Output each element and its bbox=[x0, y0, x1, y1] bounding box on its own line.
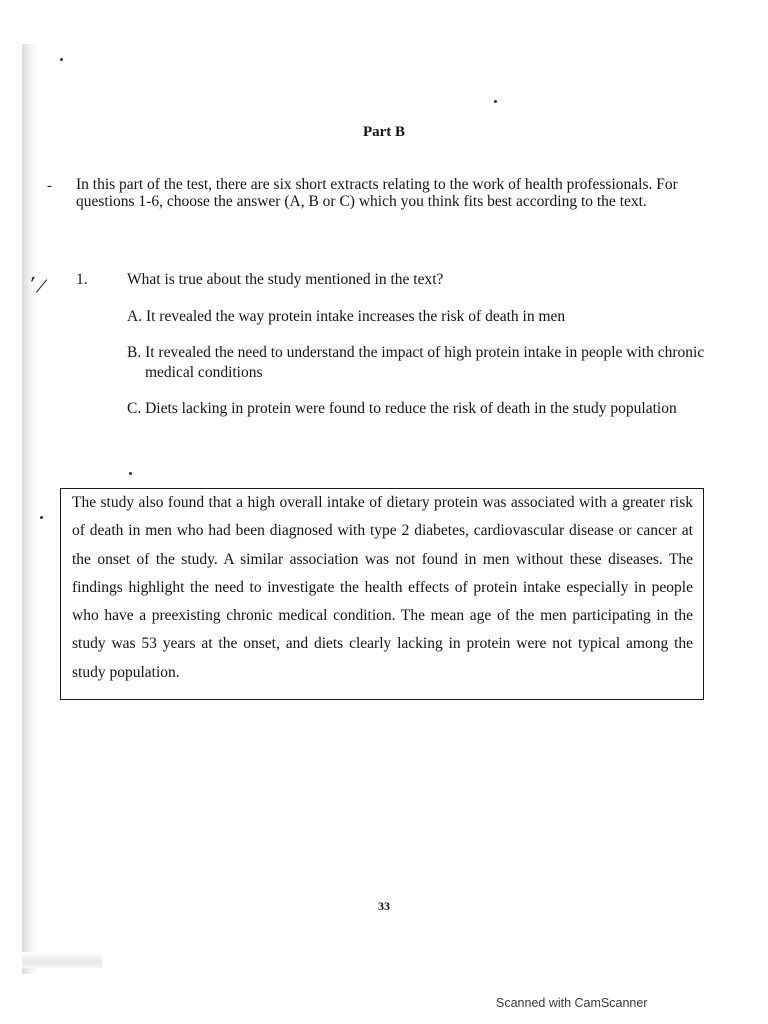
handwritten-margin-mark: ' / bbox=[25, 270, 47, 299]
instructions-text: In this part of the test, there are six short extracts relating to the work of health professionals. For questions 1-6, choose the answer (A, B or C) which you think fits best according to the text. bbox=[76, 176, 678, 210]
answer-option-c: C. Diets lacking in protein were found to reduce the risk of death in the study population bbox=[127, 400, 677, 417]
part-title: Part B bbox=[362, 124, 406, 140]
passage-box bbox=[60, 488, 704, 700]
scanner-watermark: Scanned with CamScanner bbox=[496, 996, 648, 1010]
passage-text: The study also found that a high overall intake of dietary protein was associated with a greater risk of death in men who had been diagnosed with type 2 diabetes, cardiovascular disease or cancer at the onset of the study. A similar association was not found in men without these diseases. The findings highlight the need to investigate the health effects of protein intake especially in people who have a preexisting chronic medical condition. The mean age of the men participating in the study was 53 years at the onset, and diets clearly lacking in protein were not typical among the study population. bbox=[72, 494, 693, 681]
question-text: What is true about the study mentioned in the text? bbox=[127, 271, 444, 288]
scan-speck bbox=[40, 516, 43, 519]
scan-speck bbox=[129, 472, 132, 475]
page-number: 33 bbox=[378, 899, 390, 913]
answer-option-a: A. It revealed the way protein intake increases the risk of death in men bbox=[127, 308, 566, 325]
answer-option-b: B. It revealed the need to understand the impact of high protein intake in people with chronic medical conditions bbox=[127, 344, 705, 381]
scan-corner-shadow bbox=[22, 952, 102, 968]
scan-edge-shadow bbox=[22, 44, 38, 974]
intro-bullet: - bbox=[47, 178, 52, 194]
question-number: 1. bbox=[76, 271, 88, 288]
scan-speck bbox=[60, 58, 63, 61]
scan-speck bbox=[494, 100, 497, 103]
